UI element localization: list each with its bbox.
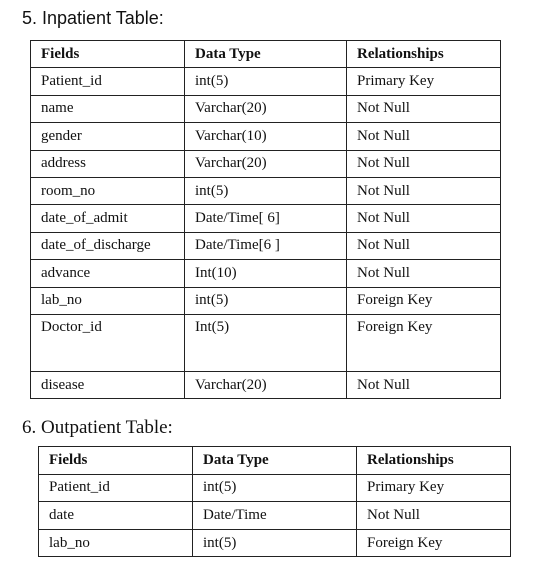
- field-cell: Doctor_id: [31, 314, 185, 371]
- table-row: [31, 150, 501, 177]
- data-type-cell: int(5): [185, 287, 347, 314]
- field-cell: date_of_discharge: [31, 232, 185, 259]
- data-type-cell: Varchar(20): [185, 371, 347, 398]
- data-type-cell: int(5): [185, 68, 347, 95]
- data-type-cell: Varchar(10): [185, 123, 347, 150]
- outpatient-table-heading: 6. Outpatient Table:: [22, 417, 173, 438]
- data-type-cell: Date/Time: [193, 502, 357, 530]
- relationship-cell: Not Null: [347, 150, 501, 177]
- field-cell: lab_no: [39, 529, 193, 557]
- inpatient-table-heading: 5. Inpatient Table:: [22, 8, 164, 28]
- table-header-row: [39, 447, 511, 475]
- table-row: [39, 529, 511, 557]
- table-row: [31, 123, 501, 150]
- field-cell: disease: [31, 371, 185, 398]
- relationship-cell: Not Null: [347, 260, 501, 287]
- table-row: [31, 95, 501, 122]
- data-type-cell: Int(10): [185, 260, 347, 287]
- field-cell: address: [31, 150, 185, 177]
- field-cell: date: [39, 502, 193, 530]
- inpatient-table: [30, 40, 501, 399]
- outpatient-table: [38, 446, 511, 557]
- header-fields: Fields: [39, 447, 193, 475]
- relationship-cell: Foreign Key: [357, 529, 511, 557]
- relationship-cell: Foreign Key: [347, 287, 501, 314]
- data-type-cell: Date/Time[6 ]: [185, 232, 347, 259]
- table-row: [31, 371, 501, 398]
- field-cell: gender: [31, 123, 185, 150]
- table-row: [31, 177, 501, 204]
- data-type-cell: Varchar(20): [185, 95, 347, 122]
- header-relationships: Relationships: [347, 41, 501, 68]
- header-relationships: Relationships: [357, 447, 511, 475]
- data-type-cell: Varchar(20): [185, 150, 347, 177]
- field-cell: date_of_admit: [31, 205, 185, 232]
- data-type-cell: int(5): [185, 177, 347, 204]
- relationship-cell: Not Null: [347, 205, 501, 232]
- header-fields: Fields: [31, 41, 185, 68]
- relationship-cell: Primary Key: [357, 474, 511, 502]
- data-type-cell: int(5): [193, 474, 357, 502]
- relationship-cell: Not Null: [347, 123, 501, 150]
- table-row: [39, 474, 511, 502]
- relationship-cell: Not Null: [357, 502, 511, 530]
- field-cell: name: [31, 95, 185, 122]
- relationship-cell: Foreign Key: [347, 314, 501, 371]
- relationship-cell: Not Null: [347, 232, 501, 259]
- relationship-cell: Not Null: [347, 371, 501, 398]
- data-type-cell: Int(5): [185, 314, 347, 371]
- table-row: [39, 502, 511, 530]
- header-data-type: Data Type: [185, 41, 347, 68]
- table-row: [31, 205, 501, 232]
- header-data-type: Data Type: [193, 447, 357, 475]
- table-row: [31, 287, 501, 314]
- table-row: [31, 68, 501, 95]
- table-header-row: [31, 41, 501, 68]
- field-cell: Patient_id: [31, 68, 185, 95]
- field-cell: Patient_id: [39, 474, 193, 502]
- data-type-cell: Date/Time[ 6]: [185, 205, 347, 232]
- data-type-cell: int(5): [193, 529, 357, 557]
- field-cell: room_no: [31, 177, 185, 204]
- relationship-cell: Not Null: [347, 95, 501, 122]
- table-row: [31, 232, 501, 259]
- relationship-cell: Not Null: [347, 177, 501, 204]
- relationship-cell: Primary Key: [347, 68, 501, 95]
- field-cell: lab_no: [31, 287, 185, 314]
- table-row: [31, 314, 501, 371]
- field-cell: advance: [31, 260, 185, 287]
- table-row: [31, 260, 501, 287]
